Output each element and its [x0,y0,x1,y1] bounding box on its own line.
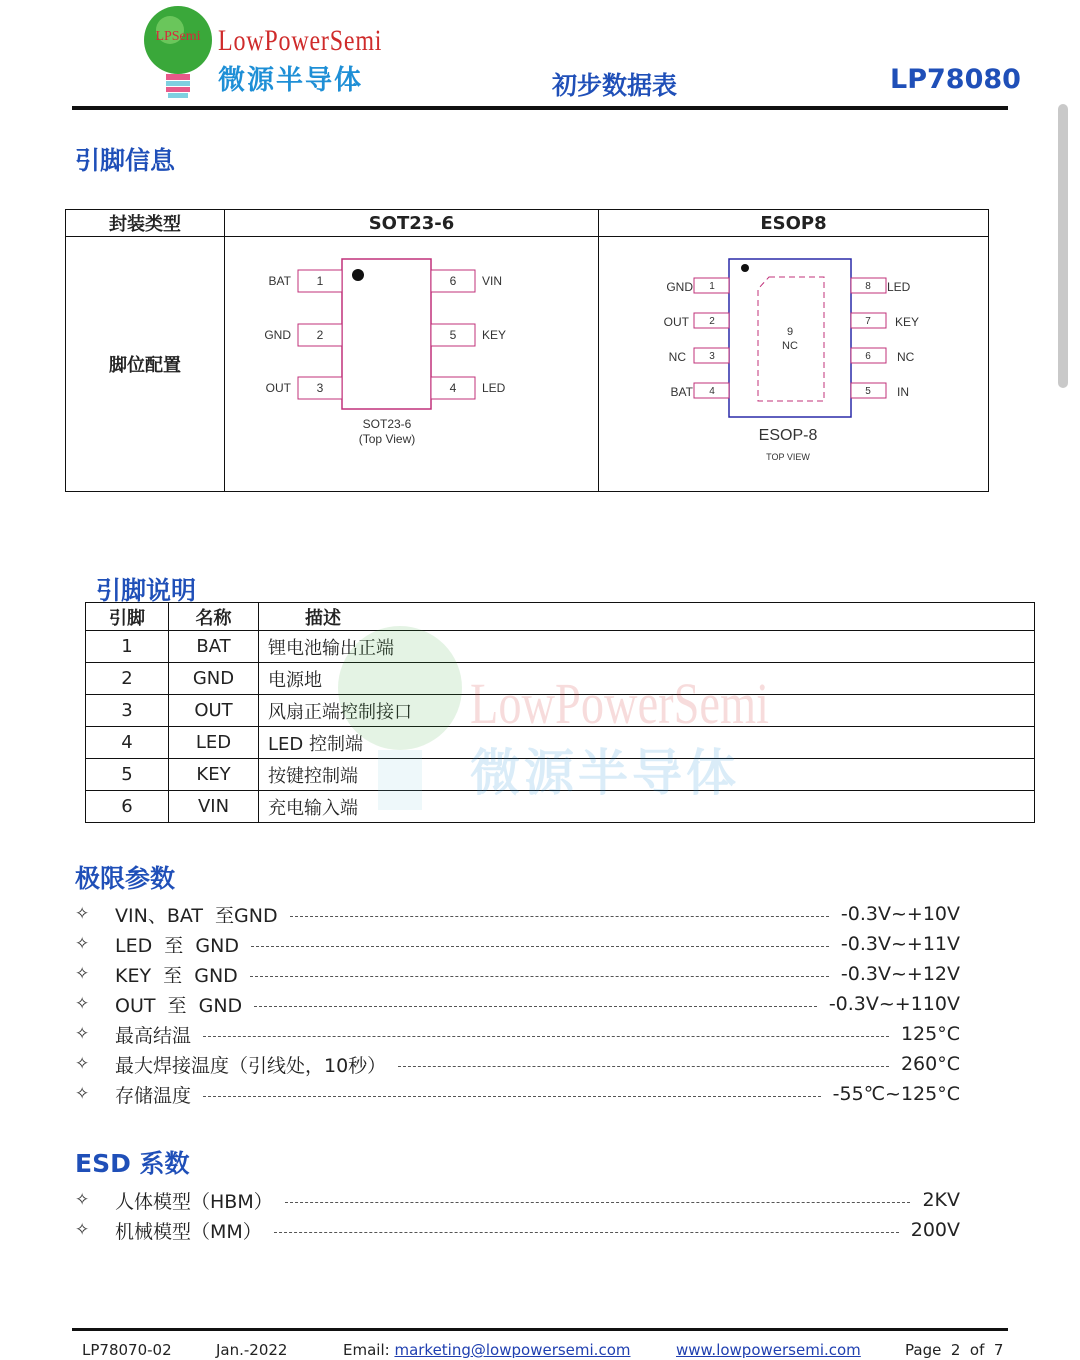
bullet-star-icon: ✧ [75,934,90,954]
table-row [86,759,1035,791]
col-header-desc: 描述 [259,603,1035,631]
rating-label: 存储温度 [115,1084,192,1107]
cell-desc: 电源地 [259,663,1035,695]
watermark-logo-en: LowPowerSemi [470,671,769,736]
cell-name: VIN [169,791,259,823]
esop-pin-name: NC [897,350,915,364]
package-table [65,209,989,492]
esop8-pinout-diagram [599,237,987,487]
list-item [75,931,960,957]
esop-pin-num: 3 [709,351,715,362]
bullet-star-icon: ✧ [75,964,90,984]
cell-desc: 按键控制端 [259,759,1035,791]
bullet-star-icon: ✧ [75,1024,90,1044]
footer-rule [72,1328,1008,1331]
esop-pin-num: 1 [709,281,715,292]
sot-pin-name: LED [482,381,506,395]
header-rule [72,106,1008,110]
table-header-row [86,603,1035,631]
footer-date: Jan.-2022 [216,1341,288,1359]
logo-english-name: LowPowerSemi [218,24,383,57]
cell-desc: 充电输入端 [259,791,1035,823]
dash-leader [398,1066,889,1067]
list-item [75,1217,960,1243]
sot-pin-num: 4 [449,381,457,395]
esop-pin-name: IN [897,385,909,399]
esop-pin-num: 8 [865,281,871,292]
sot-pin-num: 2 [316,328,324,342]
list-item [75,961,960,987]
cell-pin: 6 [86,791,169,823]
sot-pin-num: 5 [449,328,457,342]
cell-pin: 5 [86,759,169,791]
list-item [75,991,960,1017]
esd-label: 人体模型（HBM） [115,1190,273,1213]
sot-pin-name: OUT [265,381,291,395]
sot-pin-num: 1 [316,274,324,288]
pad-name: NC [782,340,798,352]
esop-pin-name: LED [887,280,911,294]
bullet-star-icon: ✧ [75,994,90,1014]
cell-name: KEY [169,759,259,791]
section-title-abs-max: 极限参数 [75,864,176,893]
sot-pin-num: 3 [316,381,324,395]
sot-pin-name: KEY [482,328,507,342]
bullet-star-icon: ✧ [75,1054,90,1074]
pin1-dot-icon [741,264,749,272]
dash-leader [254,1006,817,1007]
rating-label: OUT 至 GND [115,994,243,1017]
sot23-diagram-cell [225,237,599,492]
rating-label: 最高结温 [115,1024,192,1047]
cell-name: OUT [169,695,259,727]
footer-page-number: Page 2 of 7 [905,1341,1004,1359]
rating-value: 260°C [900,1053,960,1075]
document-type: 初步数据表 [552,71,678,100]
dash-leader [250,976,829,977]
rating-label: 最大焊接温度（引线处，10秒） [115,1054,387,1077]
rating-value: -0.3V~+12V [840,963,960,985]
dash-leader [274,1232,899,1233]
rating-value: -0.3V~+11V [840,933,960,955]
esop-pin-num: 2 [709,316,715,327]
cell-desc: 锂电池输出正端 [259,631,1035,663]
sot-pin-num: 6 [449,274,457,288]
esd-value: 200V [910,1219,960,1241]
cell-pin: 4 [86,727,169,759]
section-title-pin-info: 引脚信息 [75,146,176,175]
footer-email-link[interactable]: marketing@lowpowersemi.com [394,1341,631,1359]
col-header-package-type: 封装类型 [66,210,225,237]
bullet-star-icon: ✧ [75,1220,90,1240]
cell-name: GND [169,663,259,695]
table-row [86,791,1035,823]
section-title-pin-desc: 引脚说明 [96,576,197,605]
esop-caption: ESOP-8 [758,427,818,444]
rating-value: -0.3V~+10V [840,903,960,925]
esop-pin-name: GND [666,280,693,294]
sot-pin-name: BAT [268,274,291,288]
dash-leader [203,1096,821,1097]
list-item [75,1051,960,1077]
cell-pin: 2 [86,663,169,695]
company-logo-bulb-icon [140,4,216,104]
cell-name: BAT [169,631,259,663]
pin1-dot-icon [352,269,364,281]
rating-label: VIN、BAT 至GND [115,904,278,927]
footer-website [676,1341,861,1359]
list-item [75,1081,960,1107]
esop-pin-name: KEY [895,315,920,329]
esop-pin-num: 6 [865,351,871,362]
sot-caption-view: (Top View) [358,432,416,446]
esop-caption-view: TOP VIEW [766,452,810,462]
table-row [86,695,1035,727]
esd-label: 机械模型（MM） [115,1220,262,1243]
col-header-esop8: ESOP8 [599,210,989,237]
cell-pin: 1 [86,631,169,663]
rating-value: -0.3V~+110V [828,993,960,1015]
rating-label: KEY 至 GND [115,964,238,987]
table-row [86,631,1035,663]
list-item [75,1021,960,1047]
esop-pin-num: 5 [865,386,871,397]
logo-chinese-name: 微源半导体 [218,65,363,96]
rating-label: LED 至 GND [115,934,239,957]
vertical-scrollbar[interactable] [1058,104,1068,388]
pin-description-table [85,602,1035,823]
esop-pin-num: 4 [709,386,715,397]
bullet-star-icon: ✧ [75,904,90,924]
esop8-body [729,259,851,417]
table-row [86,727,1035,759]
col-header-pin: 引脚 [86,603,169,631]
rating-value: 125°C [900,1023,960,1045]
table-row [86,663,1035,695]
dash-leader [290,916,829,917]
esd-value: 2KV [922,1189,960,1211]
esop-pin-num: 7 [865,316,871,327]
bullet-star-icon: ✧ [75,1190,90,1210]
row-label-pin-config: 脚位配置 [66,237,225,492]
footer-doc-id: LP78070-02 [82,1341,172,1359]
sot-pin-name: VIN [482,274,503,288]
esop8-diagram-cell [599,237,989,492]
part-number: LP78080 [890,64,1021,95]
list-item [75,901,960,927]
footer-email [343,1341,630,1359]
col-header-sot23: SOT23-6 [225,210,599,237]
cell-desc: LED 控制端 [259,727,1035,759]
footer-website-link[interactable]: www.lowpowersemi.com [676,1341,861,1359]
rating-value: -55℃~125°C [832,1083,960,1105]
sot-pin-name: GND [264,328,291,342]
cell-desc: 风扇正端控制接口 [259,695,1035,727]
footer-email-label: Email: [343,1341,395,1359]
logo-badge-text: LPSemi [155,29,201,44]
sot-caption: SOT23-6 [362,417,412,431]
pad-num: 9 [786,326,794,338]
cell-name: LED [169,727,259,759]
esop-pin-name: NC [668,350,686,364]
dash-leader [203,1036,889,1037]
sot23-pinout-diagram [225,237,598,487]
list-item [75,1187,960,1213]
esop-pin-name: BAT [670,385,693,399]
dash-leader [251,946,829,947]
section-title-esd: ESD 系数 [75,1149,190,1178]
bullet-star-icon: ✧ [75,1084,90,1104]
dash-leader [285,1202,911,1203]
col-header-name: 名称 [169,603,259,631]
watermark-logo-cn: 微源半导体 [470,744,740,802]
cell-pin: 3 [86,695,169,727]
sot23-body [342,259,431,409]
esop-pin-name: OUT [663,315,689,329]
